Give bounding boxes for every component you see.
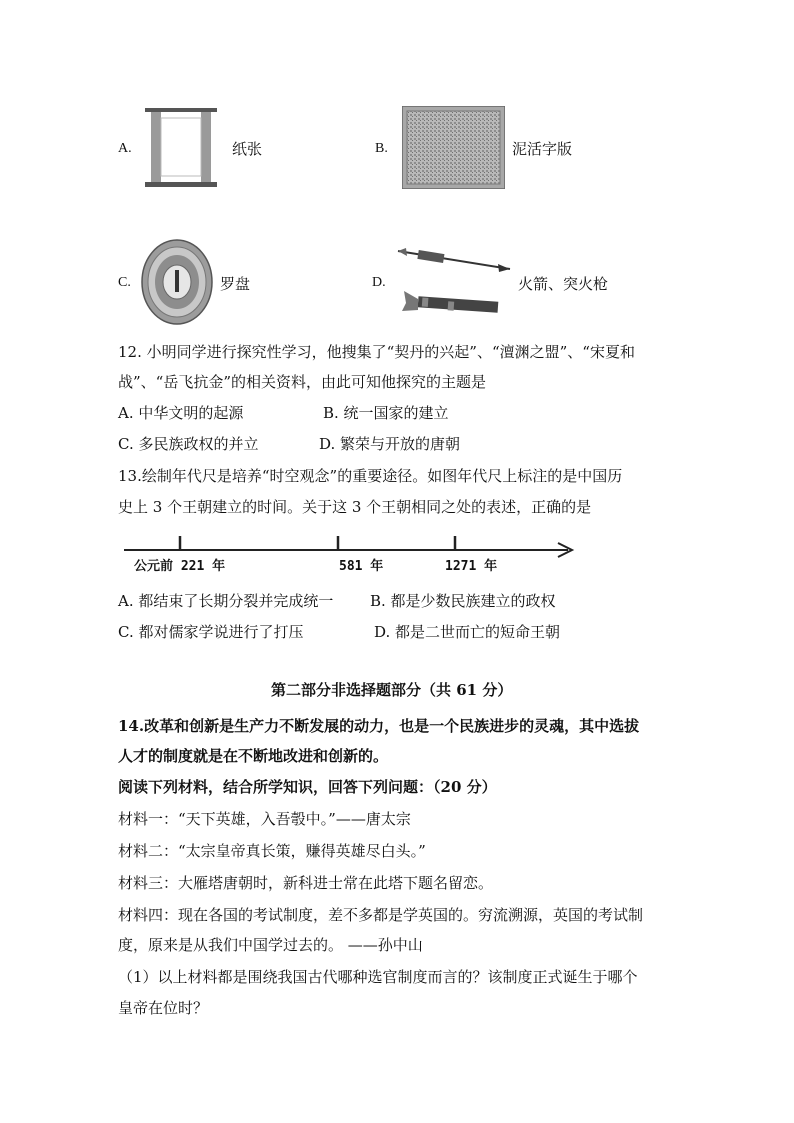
material-2: 材料二：“太宗皇帝真长策，赚得英雄尽白头。” xyxy=(118,842,426,860)
material-4-line2: 度，原来是从我们中国学过去的。 ——孙中山 xyxy=(118,936,423,954)
option-d-letter: D. xyxy=(372,275,386,290)
compass-icon xyxy=(140,238,214,326)
q12-stem-line2: 战”、“岳飞抗金”的相关资料，由此可知他探究的主题是 xyxy=(118,373,487,391)
option-a-label: 纸张 xyxy=(232,140,263,158)
q13-option-a: A. 都结束了长期分裂并完成统一 xyxy=(118,592,334,610)
q14-stem-line2: 人才的制度就是在不断地改进和创新的。 xyxy=(118,747,389,765)
timeline-label-221bc: 公元前 221 年 xyxy=(134,559,226,574)
q14-sub1-line1: （1）以上材料都是围绕我国古代哪种选官制度而言的？该制度正式诞生于哪个 xyxy=(118,968,638,986)
part2-title: 第二部分非选择题部分（共 61 分） xyxy=(271,681,513,699)
q13-option-c: C. 都对儒家学说进行了打压 xyxy=(118,623,304,641)
option-b-letter: B. xyxy=(375,141,388,156)
material-4-line1: 材料四：现在各国的考试制度，差不多都是学英国的。穷流溯源，英国的考试制 xyxy=(118,906,644,924)
q12-option-b: B. 统一国家的建立 xyxy=(323,404,449,422)
option-c-label: 罗盘 xyxy=(220,275,251,293)
option-d-label: 火箭、突火枪 xyxy=(518,275,609,293)
q14-stem-line1: 14.改革和创新是生产力不断发展的动力，也是一个民族进步的灵魂，其中选拔 xyxy=(118,717,640,735)
q13-stem-line2: 史上 3 个王朝建立的时间。关于这 3 个王朝相同之处的表述，正确的是 xyxy=(118,498,592,516)
option-b-label: 泥活字版 xyxy=(512,140,573,158)
q12-option-c: C. 多民族政权的并立 xyxy=(118,435,259,453)
q13-stem-line1: 13.绘制年代尺是培养“时空观念”的重要途径。如图年代尺上标注的是中国历 xyxy=(118,467,623,485)
q13-option-b: B. 都是少数民族建立的政权 xyxy=(370,592,556,610)
q14-instruction: 阅读下列材料，结合所学知识，回答下列问题：（20 分） xyxy=(118,778,497,796)
clay-type-plate-icon xyxy=(402,106,505,189)
q12-option-a: A. 中华文明的起源 xyxy=(118,404,244,422)
option-a-letter: A. xyxy=(118,141,132,156)
q12-stem-line1: 12. 小明同学进行探究性学习，他搜集了“契丹的兴起”、“澶渊之盟”、“宋夏和 xyxy=(118,343,635,361)
q14-sub1-line2: 皇帝在位时？ xyxy=(118,999,209,1017)
q12-option-d: D. 繁荣与开放的唐朝 xyxy=(319,435,461,453)
timeline-label-581: 581 年 xyxy=(339,559,384,574)
timeline-label-1271: 1271 年 xyxy=(445,559,498,574)
material-1: 材料一：“天下英雄，入吾彀中。”——唐太宗 xyxy=(118,810,411,828)
material-3: 材料三：大雁塔唐朝时，新科进士常在此塔下题名留恋。 xyxy=(118,874,494,892)
option-c-letter: C. xyxy=(118,275,131,290)
q13-option-d: D. 都是二世而亡的短命王朝 xyxy=(374,623,561,641)
paper-icon xyxy=(145,108,217,188)
rocket-firelance-icon xyxy=(394,245,514,325)
